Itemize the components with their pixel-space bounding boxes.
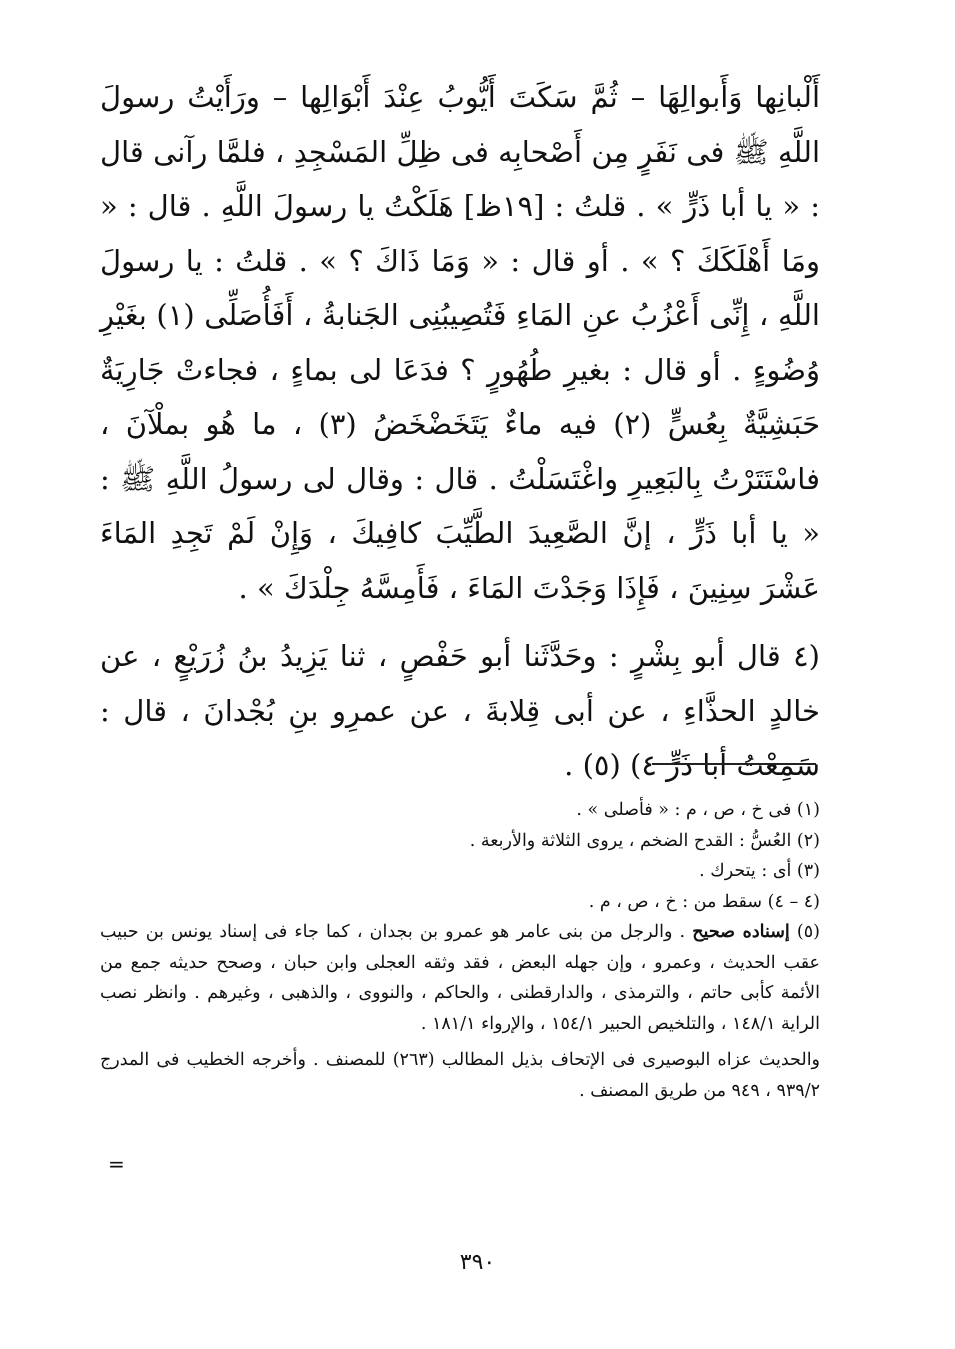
- footnote-separator: [652, 763, 816, 765]
- footnotes: [100, 795, 820, 1106]
- footnote-5: [100, 917, 820, 1039]
- footnote-2: (٢) العُسُّ : القدح الضخم ، يروى الثلاثة والأربعة .: [469, 830, 820, 851]
- footnote-5-label: (٥): [796, 922, 820, 942]
- footnote-5-bold: إسناده صحيح: [692, 922, 790, 942]
- continuation-mark: =: [108, 1152, 125, 1176]
- footnote-1: (١) فى خ ، ص ، م : « فأصلى » .: [576, 800, 820, 820]
- footnote-5-continuation: والحديث عزاه البوصيرى فى الإتحاف بذيل المطالب (٢٦٣) للمصنف . وأخرجه الخطيب فى المدرج ٩٣٩/٢ ، ٩٤٩ من طريق المصنف .: [100, 1050, 821, 1101]
- main-paragraph-2: (٤ قال أبو بِشْرٍ : وحَدَّثَنا أبو حَفْصٍ ، ثنا يَزِيدُ بنُ زُرَيْعٍ ، عن خالدٍ الحذَّاءِ ، عن أبى قِلابةَ ، عن عمرِو بنِ بُجْدانَ ، قال : سَمِعْتُ أبا ذَرٍّ ٤) (٥) .: [100, 639, 820, 782]
- main-text: [100, 70, 820, 793]
- page-number: ٣٩٠: [459, 1250, 496, 1275]
- main-paragraph-1: أَلْبانِها وَأَبوالِهَا – ثُمَّ سَكَتَ أَيُّوبُ عِنْدَ أَبْوَالِها – ورَأَيْتُ رسولَ اللَّهِ ﷺ فى نَفَرٍ مِن أَصْحابِه فى ظِلِّ المَسْجِدِ ، فلمَّا رآنى قال : « يا أبا ذَرٍّ » . قلتُ : [١٩ظ] هَلَكْتُ يا رسولَ اللَّهِ . قال : « ومَا أَهْلَكَكَ ؟ » . أو قال : « وَمَا ذَاكَ ؟ » . قلتُ : يا رسولَ اللَّهِ ، إِنِّى أَعْزُبُ عنِ المَاءِ فَتُصِيبُنِى الجَنابةُ ، أَفَأُصَلِّى (١) بغَيْرِ وُضُوءٍ . أو قال : بغيرِ طُهُورٍ ؟ فدَعَا لى بماءٍ ، فجاءتْ جَارِيَةٌ حَبَشِيَّةٌ بِعُسٍّ (٢) فيه ماءٌ يَتَخَضْخَضُ (٣) ، ما هُو بملْآنَ ، فاسْتَتَرْتُ بِالبَعِيرِ واغْتَسَلْتُ . قال : وقال لى رسولُ اللَّهِ ﷺ : « يا أبا ذَرٍّ ، إنَّ الصَّعِيدَ الطَّيِّبَ كافِيكَ ، وَإِنْ لَمْ تَجِدِ المَاءَ عَشْرَ سِنِينَ ، فَإِذَا وَجَدْتَ المَاءَ ، فَأَمِسَّهُ جِلْدَكَ » .: [100, 80, 820, 605]
- footnote-3: (٣) أى : يتحرك .: [699, 861, 820, 881]
- footnote-5-text: . والرجل من بنى عامر هو عمرو بن بجدان ، كما جاء فى إسناد يونس بن حبيب عقب الحديث ، وعمرو ، وإن جهله البعض ، فقد وثقه العجلى وابن حبان ، وصحح حديثه جمع من الأئمة كأبى حاتم ، والترمذى ، والدارقطنى ، والحاكم ، والنووى ، والذهبى ، وغيرهم . وانظر نصب الراية ١٤٨/١ ، والتلخيص الحبير ١٥٤/١ ، والإرواء ١٨١/١ .: [100, 922, 820, 1034]
- footnote-4: (٤ – ٤) سقط من : خ ، ص ، م .: [588, 891, 820, 912]
